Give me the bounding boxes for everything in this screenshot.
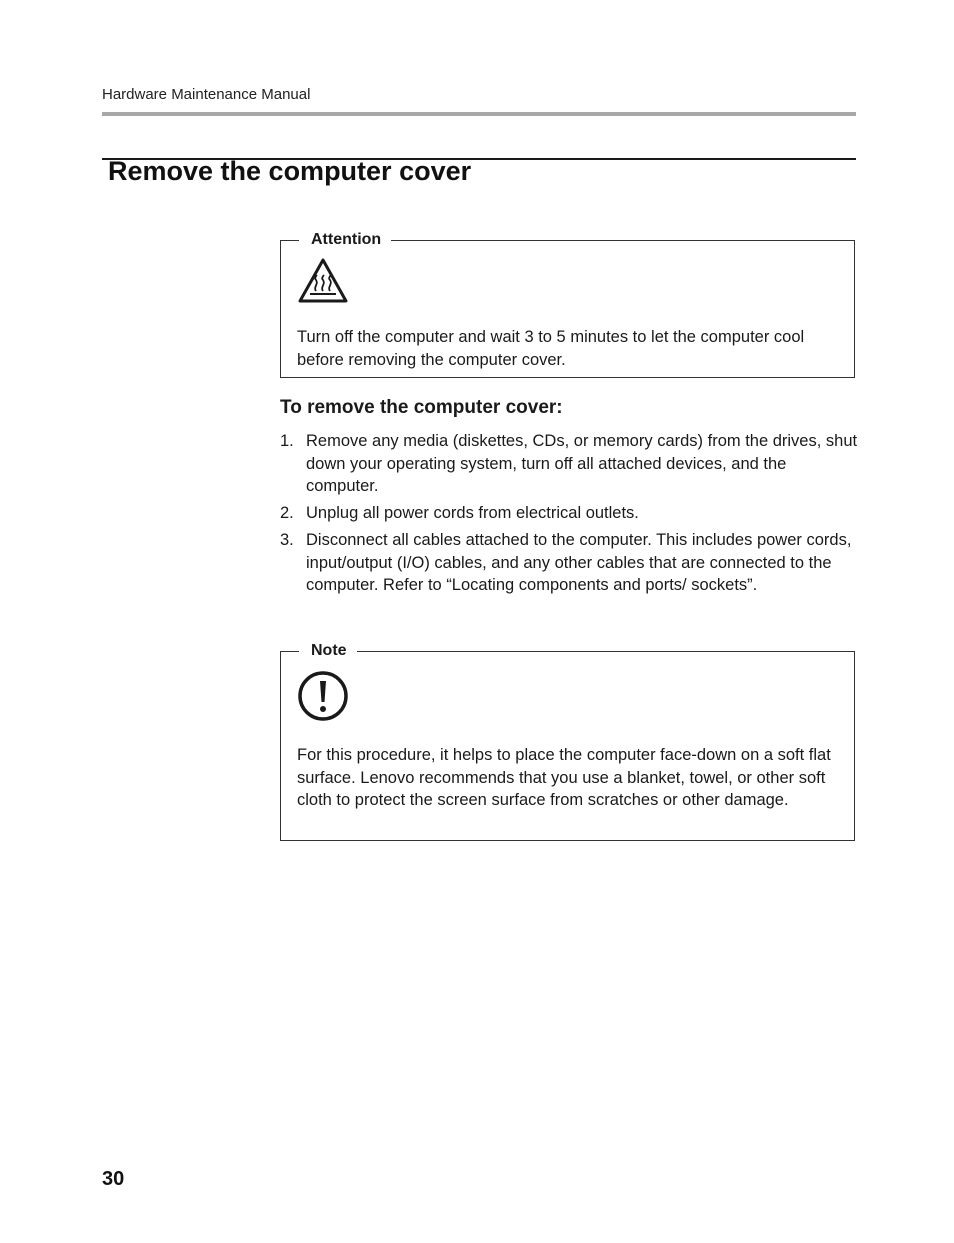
- procedure-heading: To remove the computer cover:: [280, 397, 563, 418]
- page-number: 30: [102, 1168, 125, 1190]
- step-text: Disconnect all cables attached to the computer. This includes power cords, input/output (I/O) cables, and any other cables that are connected to the computer. Refer to “Locating components and ports/ sockets”.: [306, 531, 852, 594]
- step-number: 2.: [280, 504, 294, 522]
- step-number: 3.: [280, 531, 294, 549]
- hot-surface-warning-icon: [297, 257, 349, 310]
- step-text: Unplug all power cords from electrical outlets.: [306, 504, 639, 522]
- attention-text: Turn off the computer and wait 3 to 5 minutes to let the computer cool before removing the computer cover.: [297, 328, 805, 369]
- note-label: Note: [299, 640, 357, 662]
- attention-label: Attention: [299, 229, 391, 251]
- running-header: Hardware Maintenance Manual: [102, 86, 311, 103]
- step-number: 1.: [280, 432, 294, 450]
- attention-callout: [280, 231, 855, 378]
- exclamation-circle-icon: [297, 670, 349, 727]
- page-title: Remove the computer cover: [108, 156, 472, 186]
- note-callout: [280, 642, 855, 841]
- procedure-steps: [280, 430, 860, 601]
- list-item: [280, 502, 860, 525]
- note-text: For this procedure, it helps to place the computer face-down on a soft flat surface. Lenovo recommends that you use a blanket, towel, or other soft cloth to protect the screen surface from scratches or other damage.: [297, 746, 831, 809]
- list-item: [280, 529, 860, 597]
- header-rule: [102, 112, 856, 116]
- step-text: Remove any media (diskettes, CDs, or memory cards) from the drives, shut down your operating system, turn off all attached devices, and the computer.: [306, 432, 858, 495]
- list-item: [280, 430, 860, 498]
